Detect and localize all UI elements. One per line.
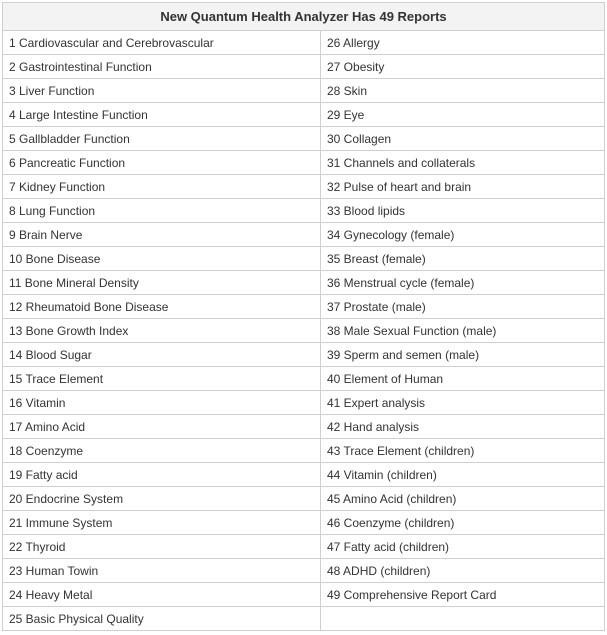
report-item-left: 5 Gallbladder Function	[3, 127, 321, 151]
table-row	[3, 559, 605, 583]
report-item-left: 15 Trace Element	[3, 367, 321, 391]
report-item-right: 33 Blood lipids	[321, 199, 605, 223]
report-item-right: 30 Collagen	[321, 127, 605, 151]
report-item-left: 10 Bone Disease	[3, 247, 321, 271]
table-row	[3, 247, 605, 271]
report-item-right: 43 Trace Element (children)	[321, 439, 605, 463]
report-item-right: 39 Sperm and semen (male)	[321, 343, 605, 367]
table-row	[3, 367, 605, 391]
report-item-left: 12 Rheumatoid Bone Disease	[3, 295, 321, 319]
table-row	[3, 295, 605, 319]
report-item-right: 31 Channels and collaterals	[321, 151, 605, 175]
table-row	[3, 151, 605, 175]
report-item-right: 42 Hand analysis	[321, 415, 605, 439]
report-item-left: 16 Vitamin	[3, 391, 321, 415]
report-item-right: 41 Expert analysis	[321, 391, 605, 415]
report-item-left: 6 Pancreatic Function	[3, 151, 321, 175]
table-row	[3, 343, 605, 367]
report-item-left: 18 Coenzyme	[3, 439, 321, 463]
report-item-left: 3 Liver Function	[3, 79, 321, 103]
report-item-right: 48 ADHD (children)	[321, 559, 605, 583]
report-item-right: 28 Skin	[321, 79, 605, 103]
table-row	[3, 487, 605, 511]
table-row	[3, 511, 605, 535]
report-item-left: 2 Gastrointestinal Function	[3, 55, 321, 79]
table-row	[3, 223, 605, 247]
report-item-left: 23 Human Towin	[3, 559, 321, 583]
table-header-row	[3, 3, 605, 31]
report-item-right: 37 Prostate (male)	[321, 295, 605, 319]
report-item-right: 27 Obesity	[321, 55, 605, 79]
table-row	[3, 31, 605, 55]
table-row	[3, 55, 605, 79]
table-row	[3, 463, 605, 487]
report-item-right: 46 Coenzyme (children)	[321, 511, 605, 535]
table-row	[3, 199, 605, 223]
report-item-right: 49 Comprehensive Report Card	[321, 583, 605, 607]
report-item-right: 40 Element of Human	[321, 367, 605, 391]
table-title: New Quantum Health Analyzer Has 49 Reports	[3, 3, 605, 31]
table-row	[3, 79, 605, 103]
table-row	[3, 103, 605, 127]
report-item-left: 17 Amino Acid	[3, 415, 321, 439]
table-row	[3, 175, 605, 199]
report-item-right: 26 Allergy	[321, 31, 605, 55]
report-item-left: 1 Cardiovascular and Cerebrovascular	[3, 31, 321, 55]
report-item-right: 45 Amino Acid (children)	[321, 487, 605, 511]
report-item-right: 29 Eye	[321, 103, 605, 127]
table-row	[3, 583, 605, 607]
table-row	[3, 607, 605, 631]
report-item-right: 32 Pulse of heart and brain	[321, 175, 605, 199]
report-item-left: 7 Kidney Function	[3, 175, 321, 199]
table-row	[3, 535, 605, 559]
report-item-right: 34 Gynecology (female)	[321, 223, 605, 247]
table-row	[3, 415, 605, 439]
table-row	[3, 127, 605, 151]
table-row	[3, 319, 605, 343]
report-item-right: 47 Fatty acid (children)	[321, 535, 605, 559]
table-row	[3, 391, 605, 415]
report-item-right: 38 Male Sexual Function (male)	[321, 319, 605, 343]
report-item-left: 9 Brain Nerve	[3, 223, 321, 247]
report-item-left: 25 Basic Physical Quality	[3, 607, 321, 631]
report-item-right: 35 Breast (female)	[321, 247, 605, 271]
table-body	[3, 31, 605, 631]
reports-table	[2, 2, 605, 631]
report-item-left: 11 Bone Mineral Density	[3, 271, 321, 295]
report-item-left: 19 Fatty acid	[3, 463, 321, 487]
report-item-left: 21 Immune System	[3, 511, 321, 535]
table-row	[3, 271, 605, 295]
table-row	[3, 439, 605, 463]
report-item-left: 4 Large Intestine Function	[3, 103, 321, 127]
report-item-right	[321, 607, 605, 631]
report-item-left: 24 Heavy Metal	[3, 583, 321, 607]
report-item-left: 13 Bone Growth Index	[3, 319, 321, 343]
report-item-right: 36 Menstrual cycle (female)	[321, 271, 605, 295]
report-item-right: 44 Vitamin (children)	[321, 463, 605, 487]
report-item-left: 22 Thyroid	[3, 535, 321, 559]
report-item-left: 20 Endocrine System	[3, 487, 321, 511]
report-item-left: 8 Lung Function	[3, 199, 321, 223]
report-item-left: 14 Blood Sugar	[3, 343, 321, 367]
